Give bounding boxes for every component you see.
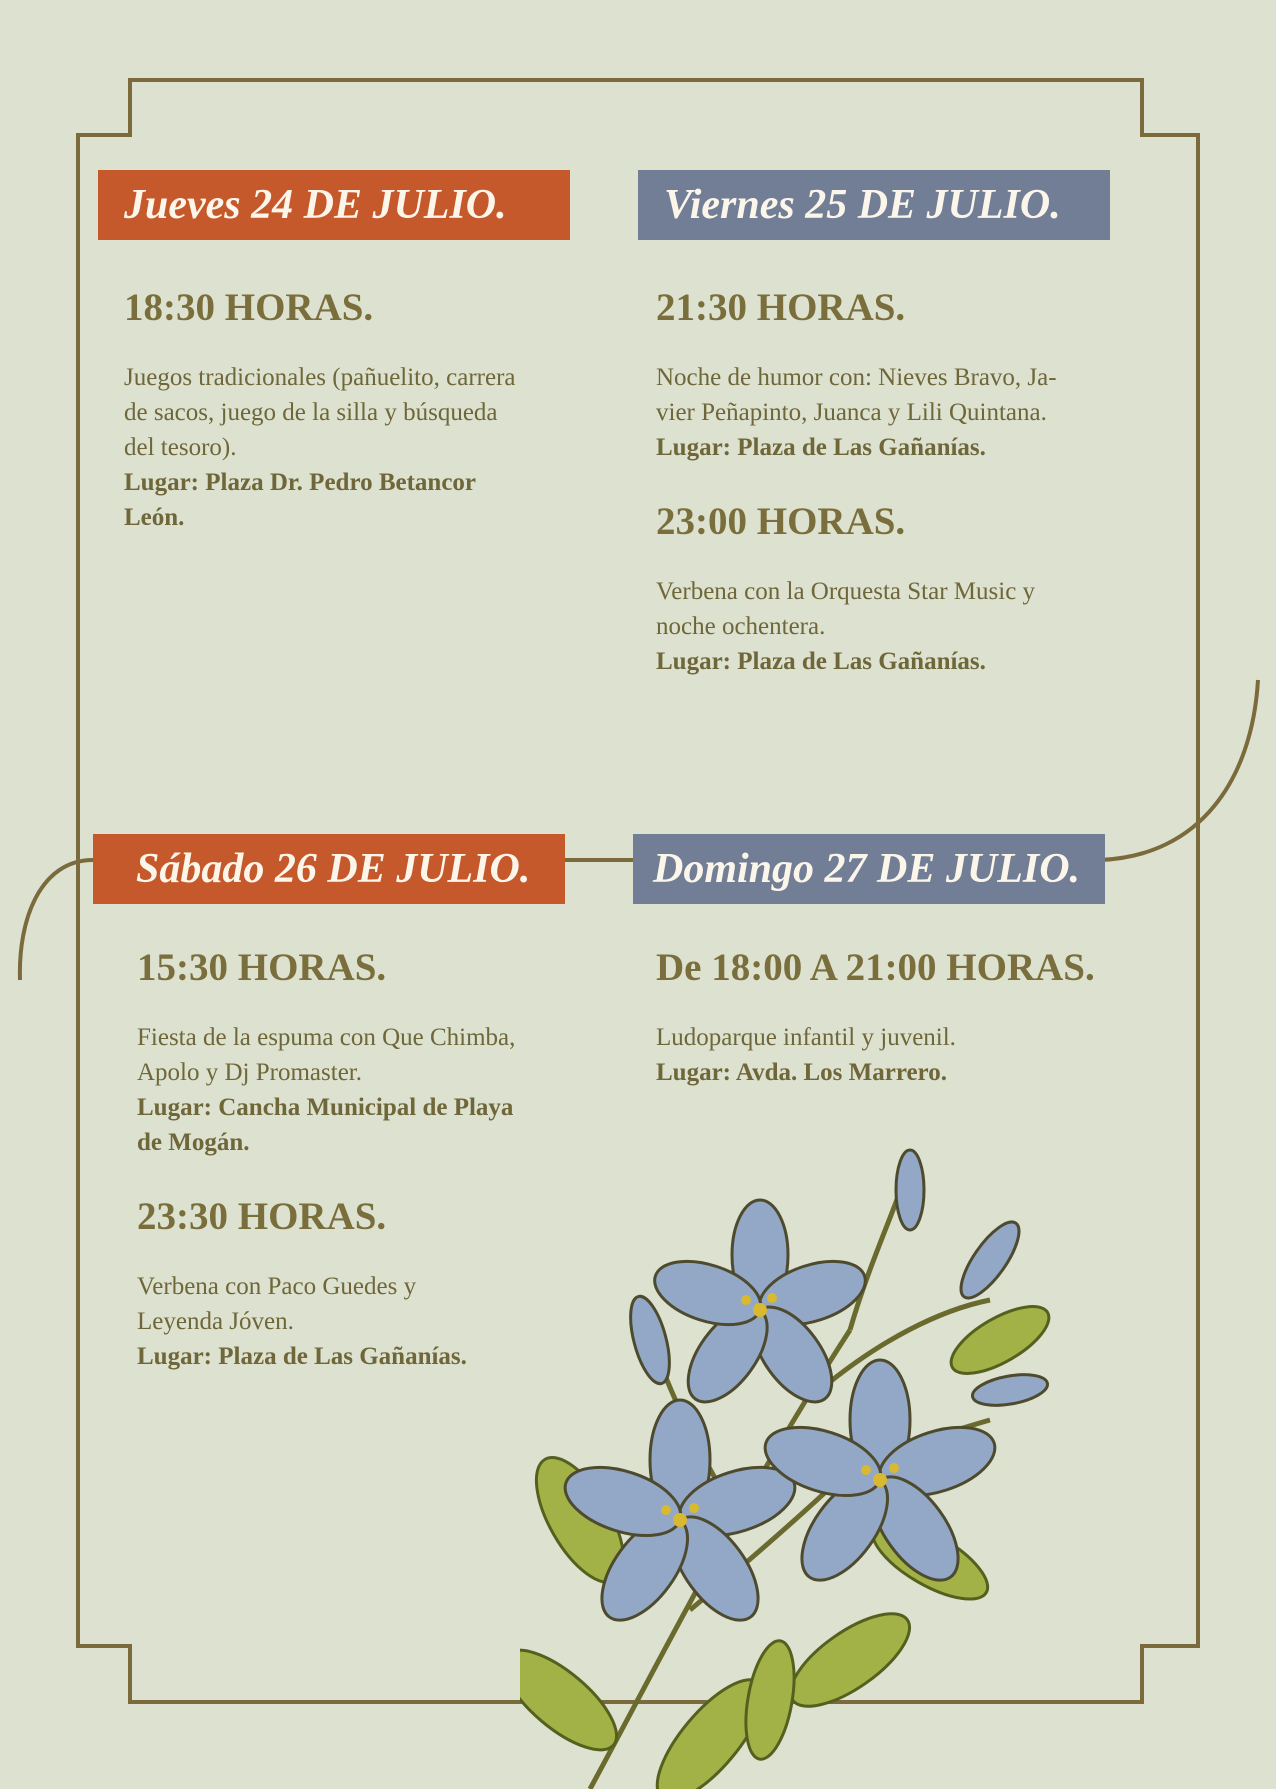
event-time: 15:30 HORAS. — [137, 946, 387, 989]
location-line: Lugar: Cancha Municipal de Playa — [137, 1094, 514, 1121]
event — [137, 1194, 617, 1374]
event-location — [656, 644, 1136, 679]
location-line: Lugar: Plaza de Las Gañanías. — [656, 434, 986, 461]
day-column-friday — [656, 285, 1136, 713]
event-location — [124, 465, 604, 535]
day-column-saturday — [137, 945, 617, 1408]
event-time: 18:30 HORAS. — [124, 286, 374, 329]
event — [137, 945, 617, 1160]
event — [656, 945, 1216, 1090]
event-location — [137, 1090, 617, 1160]
event-description — [656, 574, 1136, 644]
description-line: del tesoro). — [124, 434, 237, 461]
day-column-sunday — [656, 945, 1216, 1124]
description-line: noche ochentera. — [656, 613, 826, 640]
event-location — [656, 430, 1136, 465]
description-line: Verbena con Paco Guedes y — [137, 1273, 417, 1300]
description-line: vier Peñapinto, Juanca y Lili Quintana. — [656, 399, 1047, 426]
location-line: de Mogán. — [137, 1129, 250, 1156]
description-line: Juegos tradicionales (pañuelito, carrera — [124, 364, 516, 391]
description-line: Apolo y Dj Promaster. — [137, 1059, 362, 1086]
description-line: de sacos, juego de la silla y búsqueda — [124, 399, 498, 426]
event — [656, 499, 1136, 679]
location-line: Lugar: Plaza de Las Gañanías. — [137, 1343, 467, 1370]
event-description — [124, 360, 604, 465]
event-time: De 18:00 A 21:00 HORAS. — [656, 946, 1095, 989]
event-time: 21:30 HORAS. — [656, 286, 906, 329]
event-description — [656, 1020, 1216, 1055]
event-time: 23:00 HORAS. — [656, 500, 906, 543]
day-header-sunday: Domingo 27 DE JULIO. — [633, 834, 1105, 904]
event-description — [137, 1269, 617, 1339]
description-line: Ludoparque infantil y juvenil. — [656, 1024, 956, 1051]
event-description — [137, 1020, 617, 1090]
event-location — [137, 1339, 617, 1374]
event-time: 23:30 HORAS. — [137, 1195, 387, 1238]
event — [656, 285, 1136, 465]
description-line: Verbena con la Orquesta Star Music y — [656, 578, 1036, 605]
location-line: León. — [124, 504, 185, 531]
day-header-friday: Viernes 25 DE JULIO. — [638, 170, 1110, 240]
day-header-thursday: Jueves 24 DE JULIO. — [98, 170, 570, 240]
description-line: Leyenda Jóven. — [137, 1308, 294, 1335]
description-line: Fiesta de la espuma con Que Chimba, — [137, 1024, 516, 1051]
location-line: Lugar: Avda. Los Marrero. — [656, 1059, 947, 1086]
location-line: Lugar: Plaza Dr. Pedro Betancor — [124, 469, 477, 496]
day-column-thursday — [124, 285, 604, 569]
event-description — [656, 360, 1136, 430]
location-line: Lugar: Plaza de Las Gañanías. — [656, 648, 986, 675]
description-line: Noche de humor con: Nieves Bravo, Ja- — [656, 364, 1057, 391]
day-header-saturday: Sábado 26 DE JULIO. — [93, 834, 565, 904]
event-location — [656, 1055, 1216, 1090]
event — [124, 285, 604, 535]
